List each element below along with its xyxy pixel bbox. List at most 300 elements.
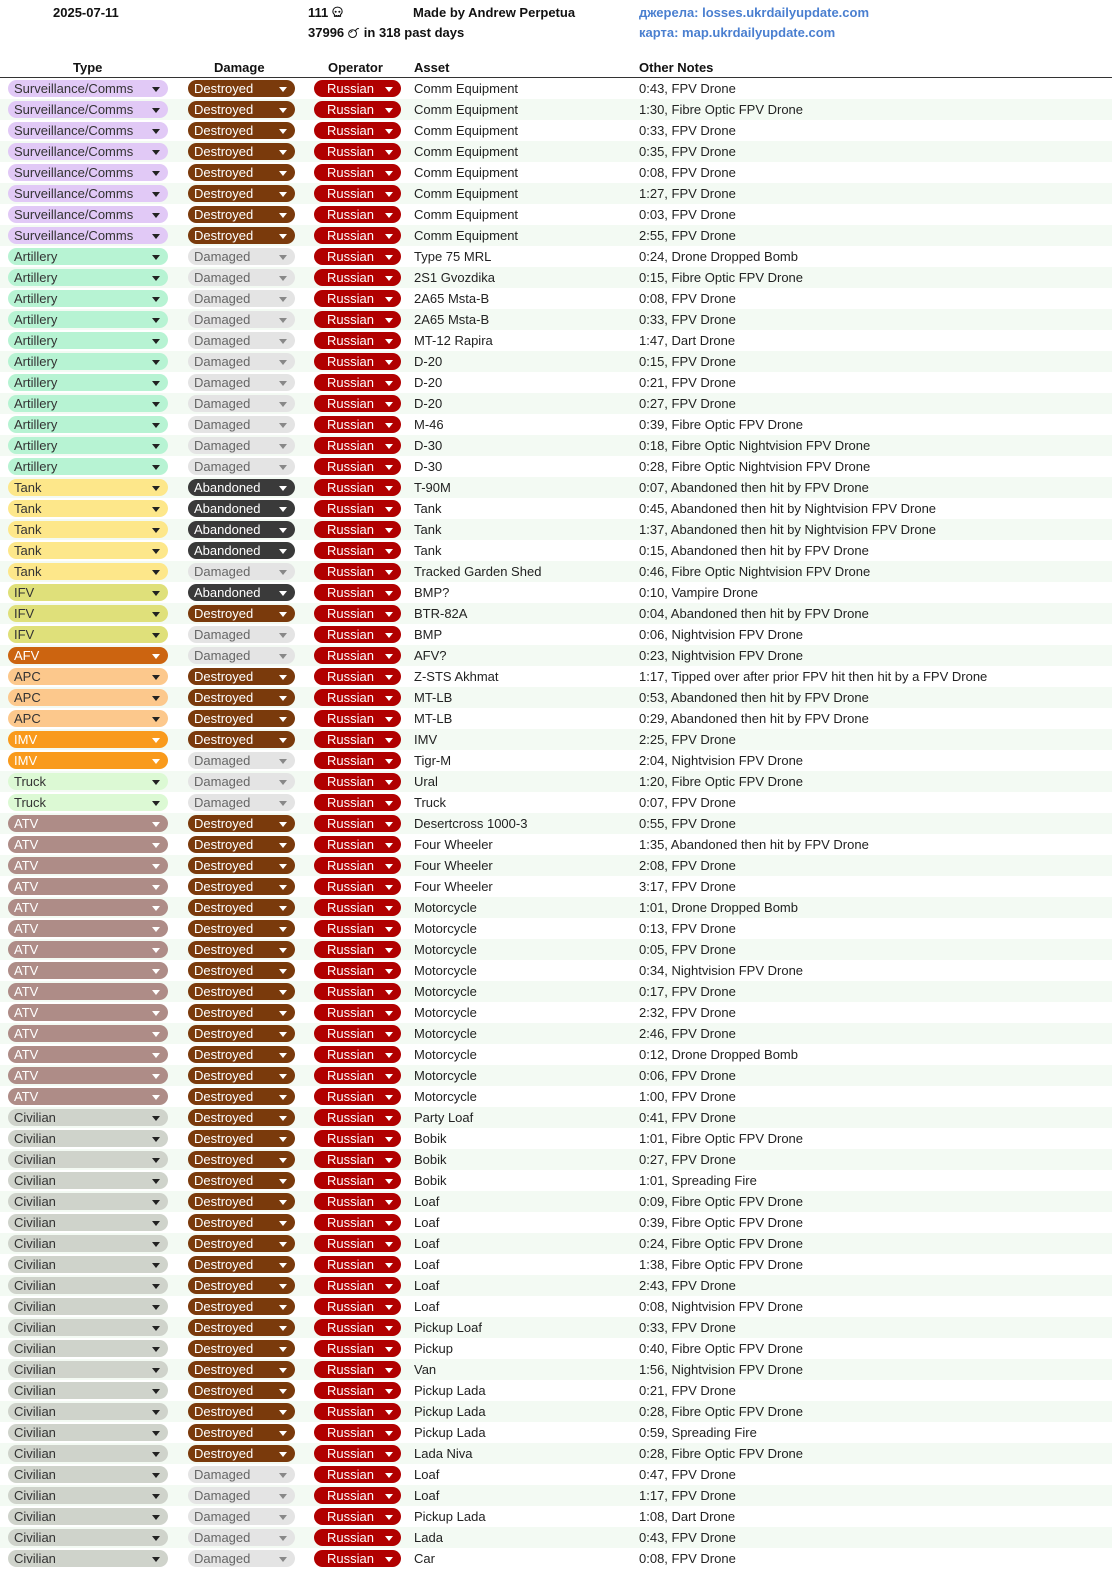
- type-select[interactable]: [8, 206, 168, 223]
- type-select-label: Civilian: [14, 1530, 56, 1545]
- type-select[interactable]: [8, 1529, 168, 1546]
- operator-select[interactable]: [314, 416, 401, 433]
- damage-select[interactable]: [188, 458, 295, 475]
- column-header-asset[interactable]: Asset: [414, 60, 450, 75]
- damage-select[interactable]: [188, 1529, 295, 1546]
- table-row: [0, 582, 1112, 603]
- operator-select-label: Russian: [327, 144, 374, 159]
- damage-select[interactable]: [188, 479, 295, 496]
- operator-select[interactable]: [314, 647, 401, 664]
- table-row: [0, 918, 1112, 939]
- chevron-down-icon: [279, 339, 287, 344]
- chevron-down-icon: [279, 948, 287, 953]
- damage-select[interactable]: [188, 731, 295, 748]
- chevron-down-icon: [152, 465, 160, 470]
- type-select[interactable]: [8, 920, 168, 937]
- type-select[interactable]: [8, 1130, 168, 1147]
- damage-select[interactable]: [188, 1403, 295, 1420]
- map-link[interactable]: карта: map.ukrdailyupdate.com: [639, 25, 836, 40]
- operator-select[interactable]: [314, 1025, 401, 1042]
- type-select[interactable]: [8, 1508, 168, 1525]
- operator-select-label: Russian: [327, 1194, 374, 1209]
- table-row: [0, 99, 1112, 120]
- damage-select-label: Damaged: [194, 1551, 251, 1566]
- damage-select[interactable]: [188, 563, 295, 580]
- type-select[interactable]: [8, 395, 168, 412]
- operator-select[interactable]: [314, 1046, 401, 1063]
- operator-select[interactable]: [314, 1004, 401, 1021]
- operator-select[interactable]: [314, 290, 401, 307]
- damage-select[interactable]: [188, 374, 295, 391]
- damage-select[interactable]: [188, 185, 295, 202]
- operator-select[interactable]: [314, 1214, 401, 1231]
- operator-select[interactable]: [314, 437, 401, 454]
- operator-select-label: Russian: [327, 585, 374, 600]
- type-select[interactable]: [8, 1319, 168, 1336]
- operator-select[interactable]: [314, 899, 401, 916]
- type-select[interactable]: [8, 311, 168, 328]
- asset-cell: Pickup Lada: [414, 1383, 486, 1398]
- chevron-down-icon: [152, 108, 160, 113]
- operator-select[interactable]: [314, 815, 401, 832]
- type-select[interactable]: [8, 1235, 168, 1252]
- table-row: [0, 1275, 1112, 1296]
- type-select-label: Surveillance/Comms: [14, 228, 134, 243]
- table-row: [0, 540, 1112, 561]
- table-row: [0, 456, 1112, 477]
- chevron-down-icon: [152, 1305, 160, 1310]
- type-select[interactable]: [8, 731, 168, 748]
- damage-select[interactable]: [188, 962, 295, 979]
- operator-select[interactable]: [314, 269, 401, 286]
- column-header-damage[interactable]: Damage: [214, 60, 265, 75]
- operator-select[interactable]: [314, 1340, 401, 1357]
- type-select[interactable]: [8, 1109, 168, 1126]
- operator-select[interactable]: [314, 479, 401, 496]
- damage-select[interactable]: [188, 80, 295, 97]
- damage-select[interactable]: [188, 773, 295, 790]
- operator-select[interactable]: [314, 248, 401, 265]
- damage-select[interactable]: [188, 1550, 295, 1567]
- damage-select[interactable]: [188, 1298, 295, 1315]
- damage-select[interactable]: [188, 1172, 295, 1189]
- operator-select[interactable]: [314, 773, 401, 790]
- type-select[interactable]: [8, 332, 168, 349]
- type-select[interactable]: [8, 1340, 168, 1357]
- operator-select[interactable]: [314, 1298, 401, 1315]
- sources-link[interactable]: джерела: losses.ukrdailyupdate.com: [639, 5, 870, 20]
- damage-select[interactable]: [188, 353, 295, 370]
- type-select-label: ATV: [14, 816, 39, 831]
- operator-select[interactable]: [314, 1109, 401, 1126]
- operator-select[interactable]: [314, 185, 401, 202]
- operator-select[interactable]: [314, 1403, 401, 1420]
- type-select[interactable]: [8, 1298, 168, 1315]
- column-header-operator[interactable]: Operator: [328, 60, 383, 75]
- damage-select[interactable]: [188, 143, 295, 160]
- type-select[interactable]: [8, 1403, 168, 1420]
- chevron-down-icon: [152, 654, 160, 659]
- operator-select-label: Russian: [327, 207, 374, 222]
- type-select[interactable]: [8, 1550, 168, 1567]
- type-select[interactable]: [8, 353, 168, 370]
- operator-select-label: Russian: [327, 1299, 374, 1314]
- damage-select[interactable]: [188, 101, 295, 118]
- damage-select[interactable]: [188, 416, 295, 433]
- type-select-label: Civilian: [14, 1131, 56, 1146]
- chevron-down-icon: [279, 759, 287, 764]
- type-select[interactable]: [8, 1172, 168, 1189]
- operator-select[interactable]: [314, 836, 401, 853]
- notes-cell: 0:23, Nightvision FPV Drone: [639, 648, 804, 663]
- damage-select[interactable]: [188, 605, 295, 622]
- chevron-down-icon: [152, 1368, 160, 1373]
- damage-select[interactable]: [188, 815, 295, 832]
- damage-select[interactable]: [188, 332, 295, 349]
- type-select[interactable]: [8, 626, 168, 643]
- asset-cell: Z-STS Akhmat: [414, 669, 499, 684]
- damage-select[interactable]: [188, 1088, 295, 1105]
- operator-select[interactable]: [314, 1424, 401, 1441]
- operator-select[interactable]: [314, 794, 401, 811]
- operator-select[interactable]: [314, 962, 401, 979]
- operator-select[interactable]: [314, 122, 401, 139]
- operator-select[interactable]: [314, 227, 401, 244]
- notes-cell: 0:04, Abandoned then hit by FPV Drone: [639, 606, 869, 621]
- type-select-label: APC: [14, 711, 41, 726]
- chevron-down-icon: [152, 780, 160, 785]
- damage-select[interactable]: [188, 1193, 295, 1210]
- type-select[interactable]: [8, 122, 168, 139]
- operator-select[interactable]: [314, 1550, 401, 1567]
- damage-select-label: Abandoned: [194, 585, 261, 600]
- operator-select[interactable]: [314, 500, 401, 517]
- damage-select[interactable]: [188, 1067, 295, 1084]
- damage-select[interactable]: [188, 542, 295, 559]
- operator-select[interactable]: [314, 710, 401, 727]
- table-row: [0, 1128, 1112, 1149]
- operator-select[interactable]: [314, 563, 401, 580]
- damage-select[interactable]: [188, 1466, 295, 1483]
- operator-select[interactable]: [314, 1130, 401, 1147]
- type-select[interactable]: [8, 1361, 168, 1378]
- operator-select[interactable]: [314, 1361, 401, 1378]
- chevron-down-icon: [385, 255, 393, 260]
- damage-select[interactable]: [188, 1130, 295, 1147]
- type-select[interactable]: [8, 437, 168, 454]
- operator-select[interactable]: [314, 857, 401, 874]
- damage-select[interactable]: [188, 584, 295, 601]
- damage-select[interactable]: [188, 437, 295, 454]
- total-count: [308, 25, 464, 40]
- operator-select-label: Russian: [327, 480, 374, 495]
- type-select[interactable]: [8, 185, 168, 202]
- damage-select-label: Destroyed: [194, 165, 254, 180]
- type-select[interactable]: [8, 815, 168, 832]
- operator-select[interactable]: [314, 941, 401, 958]
- damage-select[interactable]: [188, 857, 295, 874]
- damage-select[interactable]: [188, 710, 295, 727]
- asset-cell: BMP: [414, 627, 443, 642]
- operator-select-label: Russian: [327, 1131, 374, 1146]
- type-select[interactable]: [8, 878, 168, 895]
- damage-select[interactable]: [188, 941, 295, 958]
- type-select[interactable]: [8, 1382, 168, 1399]
- damage-select[interactable]: [188, 1151, 295, 1168]
- operator-select[interactable]: [314, 206, 401, 223]
- type-select[interactable]: [8, 605, 168, 622]
- damage-select[interactable]: [188, 920, 295, 937]
- operator-select[interactable]: [314, 143, 401, 160]
- type-select[interactable]: [8, 710, 168, 727]
- chevron-down-icon: [385, 948, 393, 953]
- damage-select[interactable]: [188, 122, 295, 139]
- type-select[interactable]: [8, 1088, 168, 1105]
- type-select[interactable]: [8, 689, 168, 706]
- operator-select[interactable]: [314, 920, 401, 937]
- notes-cell: 0:43, FPV Drone: [639, 1530, 736, 1545]
- damage-select[interactable]: [188, 983, 295, 1000]
- type-select[interactable]: [8, 1214, 168, 1231]
- damage-select[interactable]: [188, 269, 295, 286]
- damage-select[interactable]: [188, 1361, 295, 1378]
- damage-select[interactable]: [188, 248, 295, 265]
- chevron-down-icon: [279, 381, 287, 386]
- asset-cell: MT-LB: [414, 711, 453, 726]
- type-select[interactable]: [8, 521, 168, 538]
- type-select[interactable]: [8, 1025, 168, 1042]
- damage-select[interactable]: [188, 899, 295, 916]
- damage-select[interactable]: [188, 521, 295, 538]
- operator-select[interactable]: [314, 458, 401, 475]
- type-select[interactable]: [8, 458, 168, 475]
- chevron-down-icon: [152, 1200, 160, 1205]
- operator-select[interactable]: [314, 332, 401, 349]
- damage-select[interactable]: [188, 689, 295, 706]
- type-select[interactable]: [8, 290, 168, 307]
- damage-select[interactable]: [188, 1487, 295, 1504]
- damage-select-label: Damaged: [194, 564, 251, 579]
- type-select[interactable]: [8, 80, 168, 97]
- type-select-label: Artillery: [14, 396, 58, 411]
- damage-select[interactable]: [188, 1508, 295, 1525]
- damage-select[interactable]: [188, 794, 295, 811]
- damage-select[interactable]: [188, 626, 295, 643]
- damage-select[interactable]: [188, 878, 295, 895]
- damage-select[interactable]: [188, 668, 295, 685]
- operator-select[interactable]: [314, 521, 401, 538]
- type-select[interactable]: [8, 143, 168, 160]
- type-select[interactable]: [8, 1046, 168, 1063]
- column-header-type[interactable]: Type: [73, 60, 103, 75]
- damage-select[interactable]: [188, 500, 295, 517]
- operator-select[interactable]: [314, 668, 401, 685]
- damage-select[interactable]: [188, 1214, 295, 1231]
- type-select[interactable]: [8, 941, 168, 958]
- chevron-down-icon: [152, 696, 160, 701]
- operator-select[interactable]: [314, 752, 401, 769]
- type-select[interactable]: [8, 227, 168, 244]
- type-select[interactable]: [8, 500, 168, 517]
- operator-select[interactable]: [314, 1151, 401, 1168]
- operator-select[interactable]: [314, 1319, 401, 1336]
- type-select[interactable]: [8, 1277, 168, 1294]
- type-select[interactable]: [8, 794, 168, 811]
- operator-select[interactable]: [314, 1445, 401, 1462]
- operator-select[interactable]: [314, 983, 401, 1000]
- operator-select[interactable]: [314, 164, 401, 181]
- damage-select[interactable]: [188, 1046, 295, 1063]
- operator-select[interactable]: [314, 626, 401, 643]
- damage-select-label: Destroyed: [194, 963, 254, 978]
- chevron-down-icon: [385, 402, 393, 407]
- chevron-down-icon: [385, 1305, 393, 1310]
- type-select[interactable]: [8, 101, 168, 118]
- notes-cell: 2:55, FPV Drone: [639, 228, 736, 243]
- operator-select[interactable]: [314, 1382, 401, 1399]
- type-select[interactable]: [8, 269, 168, 286]
- column-header-notes[interactable]: Other Notes: [639, 60, 714, 75]
- type-select[interactable]: [8, 1424, 168, 1441]
- chevron-down-icon: [279, 1158, 287, 1163]
- damage-select[interactable]: [188, 1109, 295, 1126]
- type-select[interactable]: [8, 374, 168, 391]
- damage-select[interactable]: [188, 1004, 295, 1021]
- damage-select[interactable]: [188, 227, 295, 244]
- operator-select-label: Russian: [327, 312, 374, 327]
- operator-select[interactable]: [314, 731, 401, 748]
- operator-select[interactable]: [314, 605, 401, 622]
- damage-select[interactable]: [188, 1382, 295, 1399]
- damage-select[interactable]: [188, 1424, 295, 1441]
- type-select[interactable]: [8, 983, 168, 1000]
- damage-select[interactable]: [188, 1445, 295, 1462]
- operator-select[interactable]: [314, 689, 401, 706]
- type-select-label: Artillery: [14, 291, 58, 306]
- damage-select[interactable]: [188, 752, 295, 769]
- operator-select[interactable]: [314, 1088, 401, 1105]
- type-select[interactable]: [8, 647, 168, 664]
- type-select[interactable]: [8, 479, 168, 496]
- operator-select[interactable]: [314, 1172, 401, 1189]
- operator-select[interactable]: [314, 395, 401, 412]
- type-select[interactable]: [8, 857, 168, 874]
- chevron-down-icon: [385, 1263, 393, 1268]
- type-select[interactable]: [8, 416, 168, 433]
- notes-cell: 1:56, Nightvision FPV Drone: [639, 1362, 804, 1377]
- chevron-down-icon: [152, 1515, 160, 1520]
- damage-select[interactable]: [188, 647, 295, 664]
- type-select[interactable]: [8, 752, 168, 769]
- operator-select[interactable]: [314, 101, 401, 118]
- operator-select[interactable]: [314, 542, 401, 559]
- asset-cell: MT-12 Rapira: [414, 333, 493, 348]
- operator-select[interactable]: [314, 1529, 401, 1546]
- table-row: [0, 519, 1112, 540]
- damage-select[interactable]: [188, 836, 295, 853]
- damage-select-label: Destroyed: [194, 816, 254, 831]
- type-select[interactable]: [8, 1151, 168, 1168]
- type-select[interactable]: [8, 773, 168, 790]
- type-select-label: Civilian: [14, 1551, 56, 1566]
- damage-select[interactable]: [188, 1235, 295, 1252]
- table-row: [0, 1443, 1112, 1464]
- type-select[interactable]: [8, 584, 168, 601]
- operator-select[interactable]: [314, 80, 401, 97]
- type-select[interactable]: [8, 836, 168, 853]
- table-row: [0, 414, 1112, 435]
- damage-select[interactable]: [188, 311, 295, 328]
- damage-select[interactable]: [188, 1319, 295, 1336]
- chevron-down-icon: [279, 654, 287, 659]
- damage-select-label: Destroyed: [194, 921, 254, 936]
- type-select[interactable]: [8, 1004, 168, 1021]
- notes-cell: 1:38, Fibre Optic FPV Drone: [639, 1257, 804, 1272]
- type-select[interactable]: [8, 1256, 168, 1273]
- operator-select[interactable]: [314, 1256, 401, 1273]
- damage-select[interactable]: [188, 290, 295, 307]
- type-select[interactable]: [8, 1466, 168, 1483]
- damage-select-label: Damaged: [194, 627, 251, 642]
- type-select-label: Tank: [14, 501, 42, 516]
- operator-select[interactable]: [314, 878, 401, 895]
- type-select[interactable]: [8, 248, 168, 265]
- type-select[interactable]: [8, 164, 168, 181]
- operator-select[interactable]: [314, 1466, 401, 1483]
- operator-select[interactable]: [314, 1487, 401, 1504]
- damage-select[interactable]: [188, 1277, 295, 1294]
- damage-select-label: Damaged: [194, 1530, 251, 1545]
- operator-select[interactable]: [314, 1193, 401, 1210]
- type-select[interactable]: [8, 1067, 168, 1084]
- damage-select[interactable]: [188, 395, 295, 412]
- asset-cell: Van: [414, 1362, 437, 1377]
- operator-select[interactable]: [314, 584, 401, 601]
- operator-select-label: Russian: [327, 249, 374, 264]
- type-select[interactable]: [8, 1487, 168, 1504]
- damage-select[interactable]: [188, 206, 295, 223]
- asset-cell: Four Wheeler: [414, 879, 493, 894]
- operator-select[interactable]: [314, 1508, 401, 1525]
- damage-select[interactable]: [188, 164, 295, 181]
- operator-select[interactable]: [314, 1277, 401, 1294]
- type-select[interactable]: [8, 542, 168, 559]
- type-select[interactable]: [8, 1193, 168, 1210]
- damage-select[interactable]: [188, 1025, 295, 1042]
- operator-select[interactable]: [314, 1067, 401, 1084]
- damage-select[interactable]: [188, 1256, 295, 1273]
- type-select[interactable]: [8, 899, 168, 916]
- table-row: [0, 498, 1112, 519]
- chevron-down-icon: [385, 339, 393, 344]
- notes-cell: 1:27, FPV Drone: [639, 186, 736, 201]
- type-select[interactable]: [8, 1445, 168, 1462]
- operator-select[interactable]: [314, 1235, 401, 1252]
- operator-select[interactable]: [314, 353, 401, 370]
- type-select[interactable]: [8, 962, 168, 979]
- asset-cell: M-46: [414, 417, 444, 432]
- asset-cell: Type 75 MRL: [414, 249, 492, 264]
- type-select-label: IFV: [14, 585, 35, 600]
- type-select[interactable]: [8, 668, 168, 685]
- type-select-label: ATV: [14, 921, 39, 936]
- operator-select-label: Russian: [327, 1320, 374, 1335]
- operator-select[interactable]: [314, 374, 401, 391]
- damage-select-label: Destroyed: [194, 942, 254, 957]
- damage-select[interactable]: [188, 1340, 295, 1357]
- operator-select[interactable]: [314, 311, 401, 328]
- type-select[interactable]: [8, 563, 168, 580]
